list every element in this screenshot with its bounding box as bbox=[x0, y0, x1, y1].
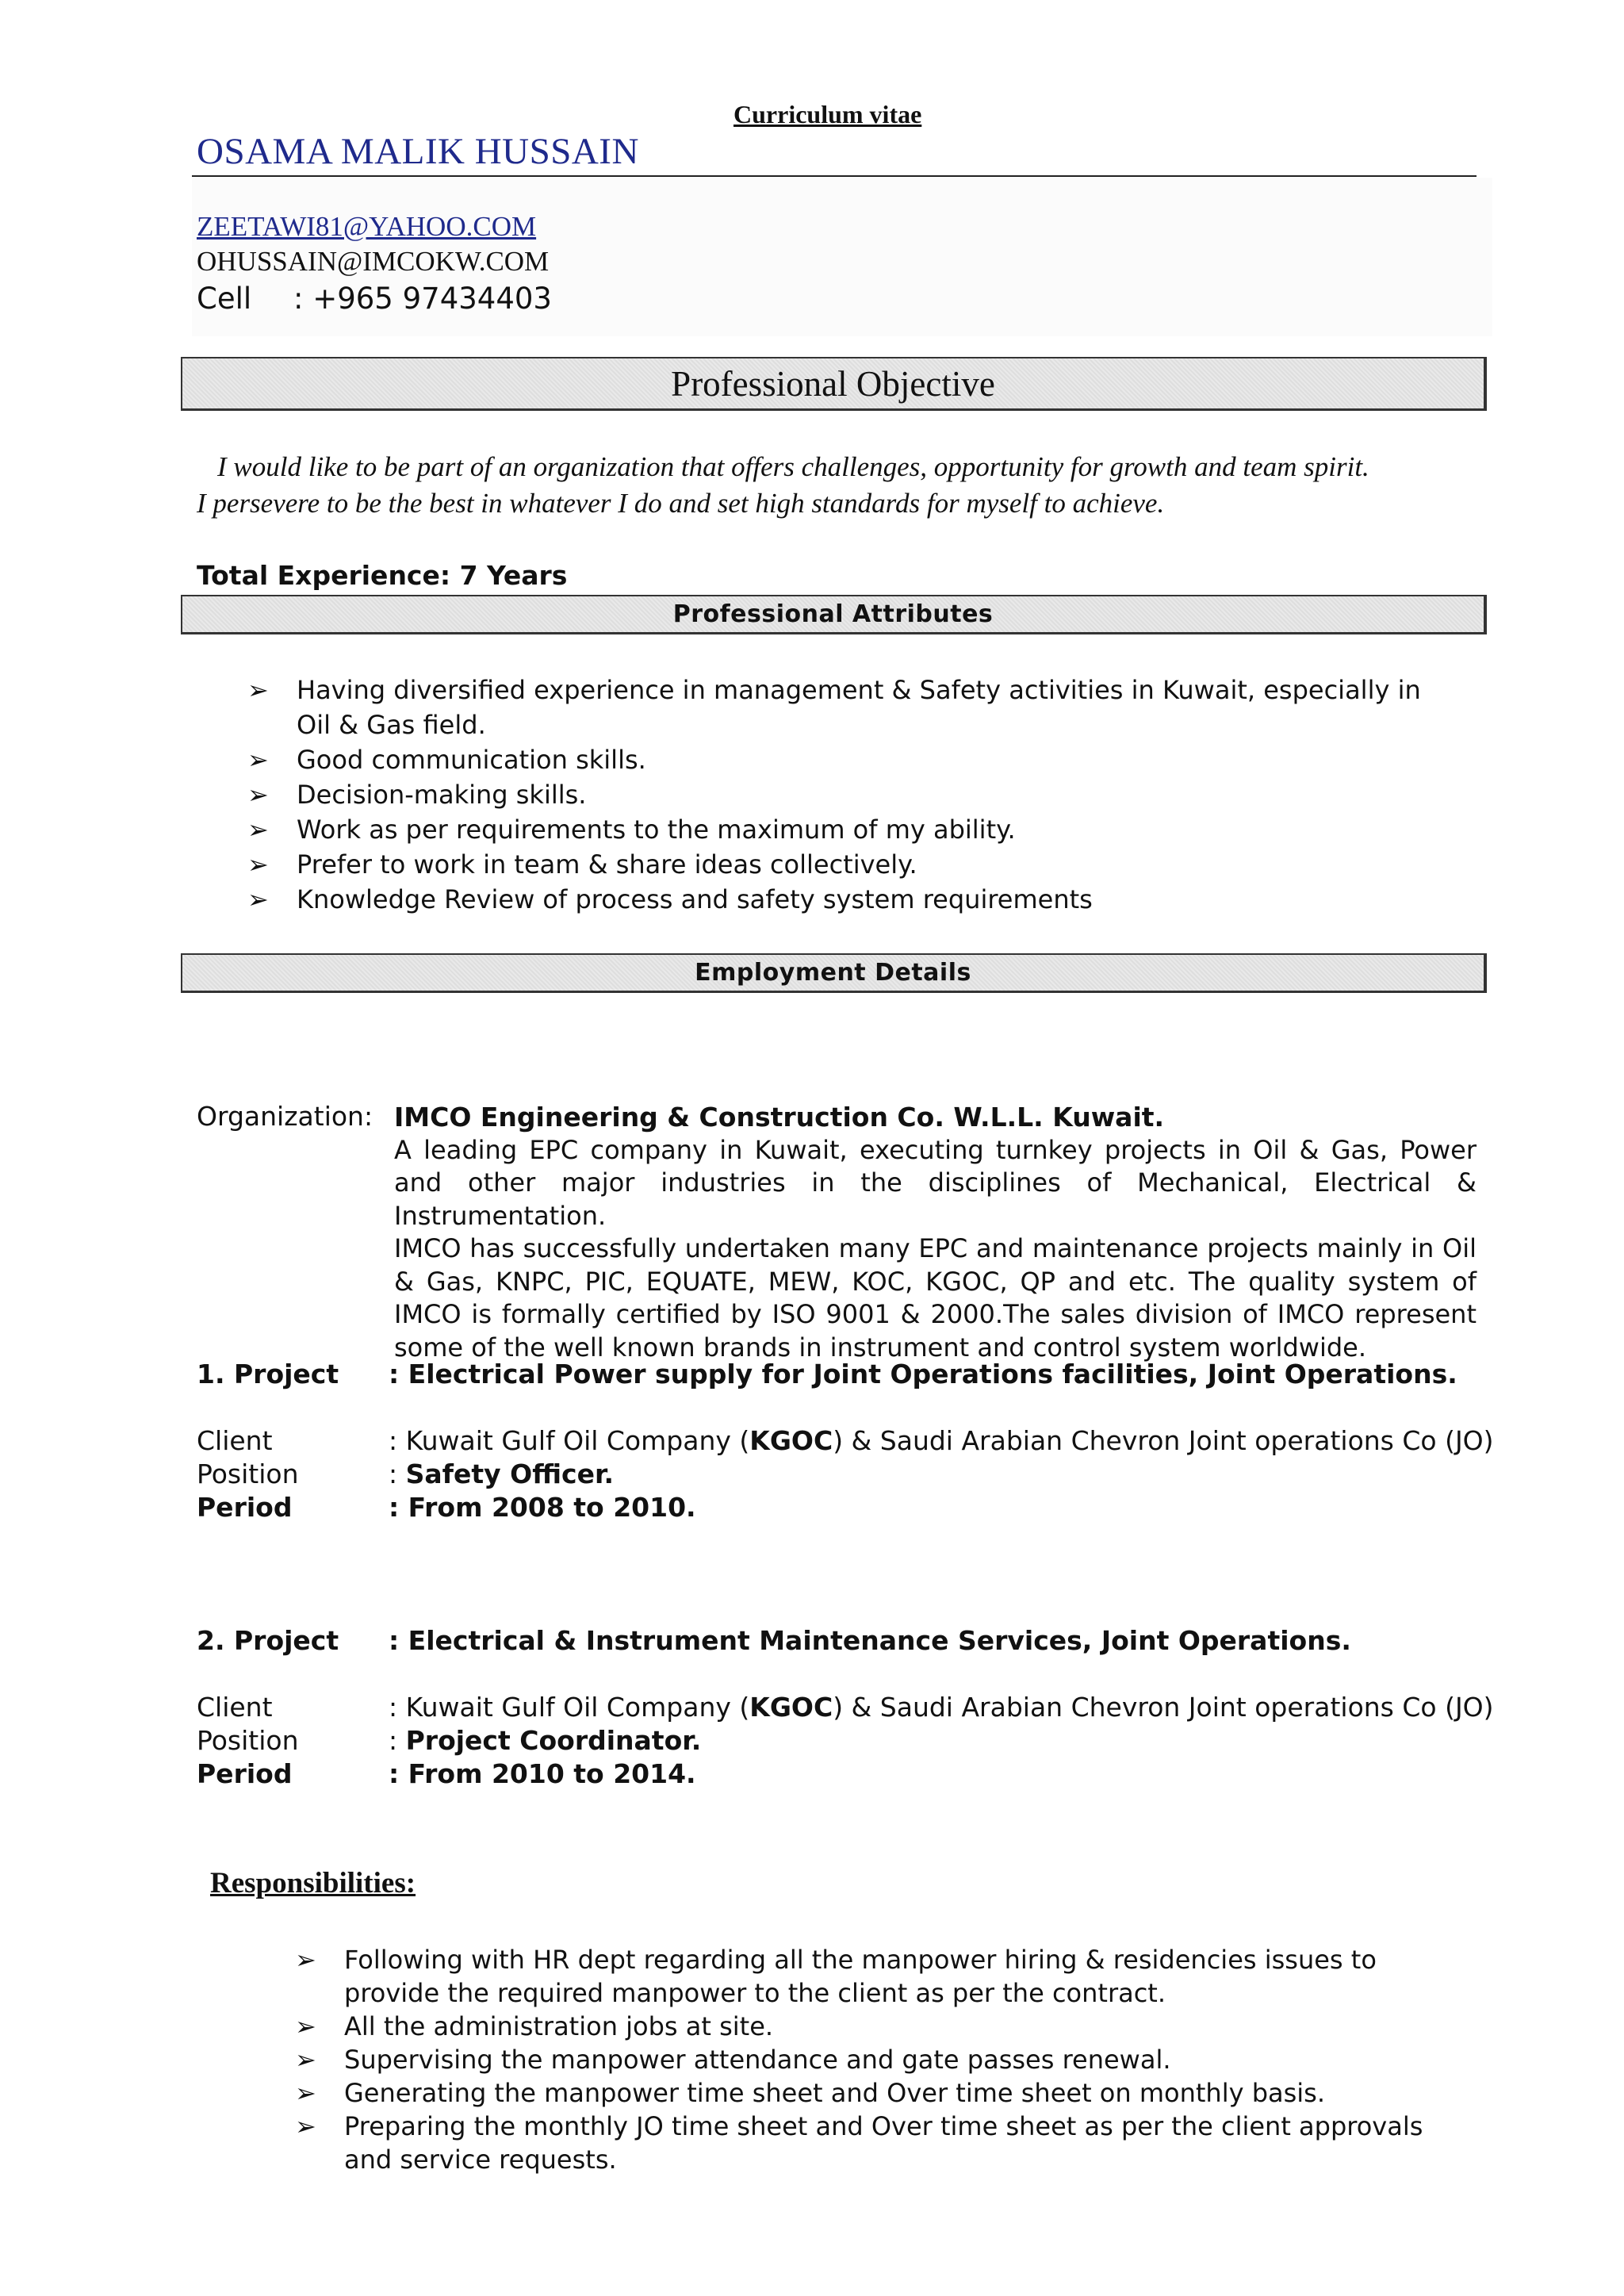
project-2-header bbox=[197, 1624, 1351, 1658]
organization-name: IMCO Engineering & Construction Co. W.L.L. Kuwait. bbox=[394, 1102, 1165, 1133]
project-2-label: 2. Project bbox=[197, 1625, 339, 1656]
period-label: Period bbox=[197, 1492, 293, 1523]
objective-heading-bar: Professional Objective bbox=[181, 357, 1487, 411]
project-2-position: Position : Project Coordinator. bbox=[197, 1725, 702, 1756]
bullet-arrow-icon: ➢ bbox=[247, 675, 269, 705]
client-label: Client bbox=[197, 1692, 273, 1723]
bullet-arrow-icon: ➢ bbox=[247, 849, 269, 880]
organization-description-2: IMCO has successfully undertaken many EPC and maintenance projects mainly in Oil & Gas, KNPC, PIC, EQUATE, MEW, KOC, KGOC, QP and etc. The quality system of IMCO is formally certified by ISO 9001 & 2000.The sales division of IMCO represent some of the well known brands in instrument and control system worldwide. bbox=[394, 1233, 1477, 1363]
project-1-period bbox=[197, 1491, 696, 1524]
list-item: ➢ Having diversified experience in management & Safety activities in Kuwait, especially in Oil & Gas field. bbox=[247, 673, 1461, 742]
list-item: ➢ Prefer to work in team & share ideas collectively. bbox=[247, 847, 1461, 882]
list-item: ➢ All the administration jobs at site. bbox=[295, 2011, 774, 2041]
employment-heading-bar: Employment Details bbox=[181, 953, 1487, 993]
responsibilities-heading: Responsibilities: bbox=[210, 1867, 416, 1899]
project-1-label: 1. Project bbox=[197, 1359, 339, 1389]
position-label: Position bbox=[197, 1458, 299, 1489]
project-2-title: : Electrical & Instrument Maintenance Services, Joint Operations. bbox=[389, 1625, 1351, 1656]
list-item: ➢ Preparing the monthly JO time sheet and Over time sheet as per the client approvals and service requests. bbox=[295, 2111, 1423, 2175]
total-experience: Total Experience: 7 Years bbox=[197, 560, 568, 591]
project-1-position: Position : Safety Officer. bbox=[197, 1458, 615, 1489]
project-2-period bbox=[197, 1757, 696, 1791]
bullet-arrow-icon: ➢ bbox=[295, 1945, 316, 1975]
objective-text bbox=[197, 449, 1481, 522]
list-item: ➢ Work as per requirements to the maximum of my ability. bbox=[247, 812, 1461, 847]
organization-label: Organization: bbox=[197, 1101, 373, 1132]
bullet-arrow-icon: ➢ bbox=[247, 745, 269, 775]
project-1-client: Client : Kuwait Gulf Oil Company (KGOC) & Saudi Arabian Chevron Joint operations Co (JO) bbox=[197, 1425, 1494, 1456]
list-item: ➢ Following with HR dept regarding all the manpower hiring & residencies issues to provide the required manpower to the client as per the contract. bbox=[295, 1945, 1377, 2008]
bullet-arrow-icon: ➢ bbox=[295, 2111, 316, 2141]
list-item: ➢ Knowledge Review of process and safety system requirements bbox=[247, 882, 1461, 917]
bullet-arrow-icon: ➢ bbox=[295, 2045, 316, 2075]
primary-email-link[interactable]: ZEETAWI81@YAHOO.COM bbox=[197, 211, 537, 242]
position-value: Safety Officer. bbox=[405, 1458, 615, 1489]
objective-line-1: I would like to be part of an organization that offers challenges, opportunity for growth and team spirit. bbox=[217, 451, 1369, 482]
period-value: : From 2008 to 2010. bbox=[389, 1492, 696, 1523]
bullet-arrow-icon: ➢ bbox=[247, 780, 269, 810]
list-item: ➢ Supervising the manpower attendance and gate passes renewal. bbox=[295, 2045, 1171, 2075]
objective-line-2: I persevere to be the best in whatever I do and set high standards for myself to achieve. bbox=[197, 488, 1165, 519]
project-1-title: : Electrical Power supply for Joint Operations facilities, Joint Operations. bbox=[389, 1359, 1457, 1389]
secondary-email: OHUSSAIN@IMCOKW.COM bbox=[197, 246, 550, 277]
list-item: ➢ Good communication skills. bbox=[247, 742, 1461, 777]
project-1-header bbox=[197, 1358, 1457, 1391]
organization-description-1: A leading EPC company in Kuwait, executing turnkey projects in Oil & Gas, Power and other major industries in the disciplines of Mechanical, Electrical & Instrumentation. bbox=[394, 1134, 1477, 1231]
cell-label: Cell bbox=[197, 282, 252, 316]
position-value: Project Coordinator. bbox=[405, 1725, 702, 1756]
bullet-arrow-icon: ➢ bbox=[247, 884, 269, 914]
bullet-arrow-icon: ➢ bbox=[247, 815, 269, 845]
bullet-arrow-icon: ➢ bbox=[295, 2078, 316, 2108]
list-item: ➢ Decision-making skills. bbox=[247, 777, 1461, 812]
position-label: Position bbox=[197, 1725, 299, 1756]
responsibilities-list bbox=[295, 1943, 1477, 2176]
attributes-heading-bar: Professional Attributes bbox=[181, 595, 1487, 634]
client-label: Client bbox=[197, 1425, 273, 1456]
period-value: : From 2010 to 2014. bbox=[389, 1758, 696, 1789]
attributes-list bbox=[247, 673, 1461, 917]
project-2-client: Client : Kuwait Gulf Oil Company (KGOC) & Saudi Arabian Chevron Joint operations Co (JO) bbox=[197, 1692, 1494, 1723]
header-divider bbox=[192, 175, 1477, 177]
period-label: Period bbox=[197, 1758, 293, 1789]
list-item: ➢ Generating the manpower time sheet and Over time sheet on monthly basis. bbox=[295, 2078, 1326, 2108]
organization-details bbox=[394, 1101, 1477, 1364]
cell-number: : +965 97434403 bbox=[293, 282, 552, 316]
cell-phone bbox=[197, 282, 552, 316]
candidate-name: OSAMA MALIK HUSSAIN bbox=[197, 131, 639, 172]
bullet-arrow-icon: ➢ bbox=[295, 2011, 316, 2041]
document-title: Curriculum vitae bbox=[733, 100, 922, 128]
